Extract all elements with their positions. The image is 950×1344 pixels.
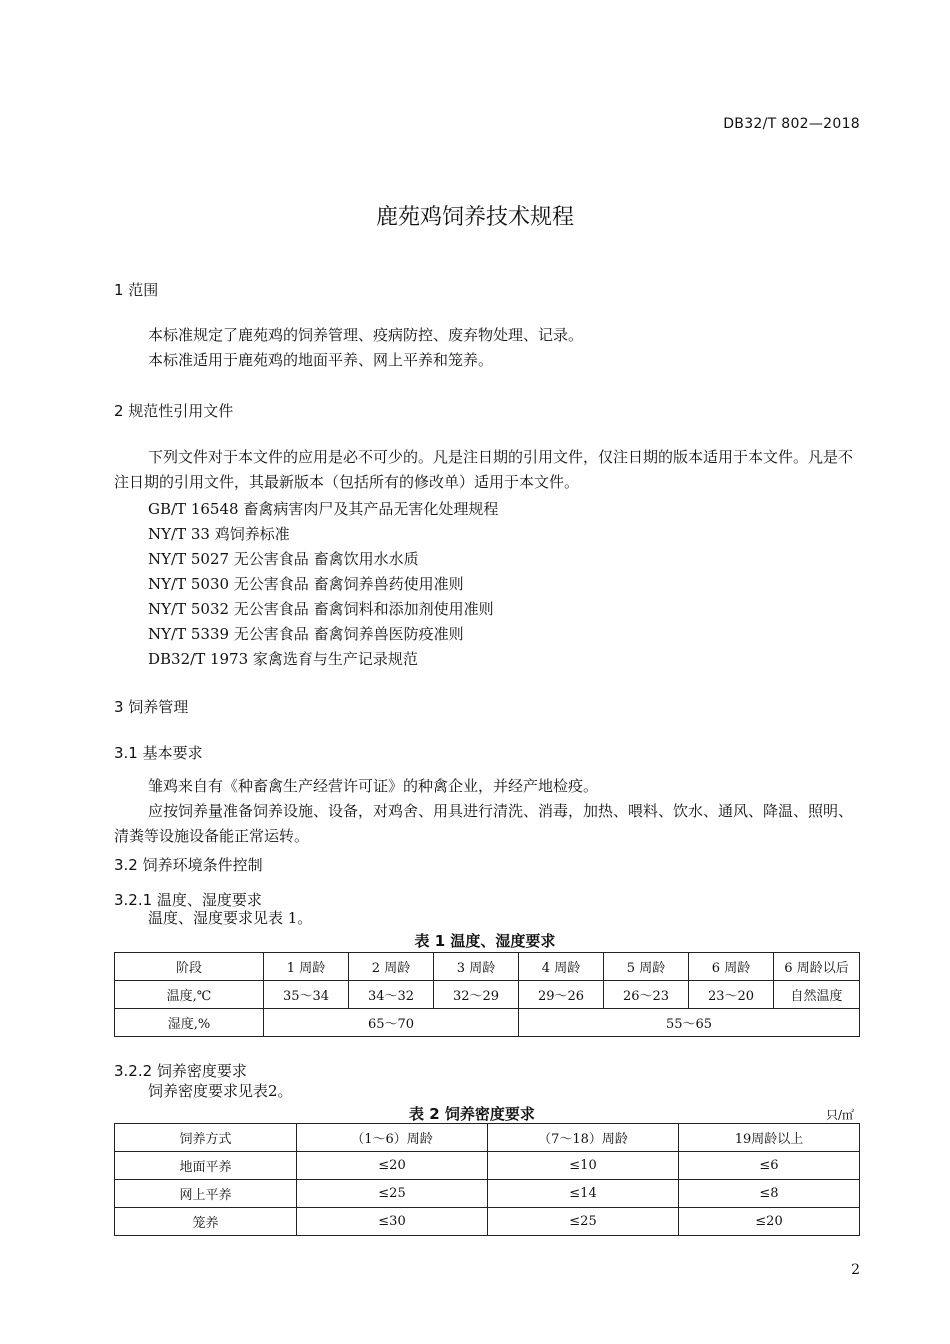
section-3-2-heading: 3.2 饲养环境条件控制 [114, 856, 263, 874]
table-cell: 55～65 [519, 1009, 860, 1037]
page-number: 2 [851, 1262, 860, 1278]
section-3-2-2-heading: 3.2.2 饲养密度要求 [114, 1062, 247, 1080]
table-cell: 阶段 [115, 953, 264, 981]
table-2-unit: 只/㎡ [825, 1108, 854, 1122]
section-3-2-2-paragraph: 饲养密度要求见表2。 [148, 1082, 293, 1100]
document-code: DB32/T 802—2018 [723, 116, 860, 132]
table-cell: 笼养 [115, 1208, 297, 1236]
table-2 [114, 1123, 860, 1236]
table-cell: （7～18）周龄 [488, 1124, 679, 1152]
table-cell: 3 周龄 [434, 953, 519, 981]
table-cell: 19周龄以上 [679, 1124, 860, 1152]
table-cell: 23～20 [689, 981, 774, 1009]
table-cell: 温度,℃ [115, 981, 264, 1009]
table-cell: ≤20 [297, 1152, 488, 1180]
table-row [115, 1152, 860, 1180]
section-3-2-1-paragraph: 温度、湿度要求见表 1。 [148, 909, 313, 927]
document-title: 鹿苑鸡饲养技术规程 [375, 205, 574, 230]
table-cell: 6 周龄 [689, 953, 774, 981]
table-row [115, 1208, 860, 1236]
section-3-1-paragraph: 雏鸡来自有《种畜禽生产经营许可证》的种禽企业，并经产地检疫。 [148, 777, 599, 795]
section-3-2-1-heading: 3.2.1 温度、湿度要求 [114, 891, 262, 909]
table-cell: ≤30 [297, 1208, 488, 1236]
table-cell: 65～70 [264, 1009, 519, 1037]
reference-item: NY/T 5032 无公害食品 畜禽饲料和添加剂使用准则 [148, 600, 494, 618]
reference-item: NY/T 5030 无公害食品 畜禽饲养兽药使用准则 [148, 575, 464, 593]
section-1-heading: 1 范围 [114, 281, 159, 299]
section-1-paragraph: 本标准适用于鹿苑鸡的地面平养、网上平养和笼养。 [148, 351, 494, 369]
reference-item: DB32/T 1973 家禽选育与生产记录规范 [148, 650, 418, 668]
table-cell: 35～34 [264, 981, 349, 1009]
table-cell: 湿度,% [115, 1009, 264, 1037]
table-cell: 34～32 [349, 981, 434, 1009]
table-cell: ≤8 [679, 1180, 860, 1208]
table-cell: ≤20 [679, 1208, 860, 1236]
table-cell: 1 周龄 [264, 953, 349, 981]
reference-item: NY/T 5027 无公害食品 畜禽饮用水水质 [148, 550, 419, 568]
table-cell: 网上平养 [115, 1180, 297, 1208]
table-cell: 29～26 [519, 981, 604, 1009]
table-1 [114, 952, 860, 1037]
section-2-intro: 下列文件对于本文件的应用是必不可少的。凡是注日期的引用文件，仅注日期的版本适用于本文件。凡是不注日期的引用文件，其最新版本（包括所有的修改单）适用于本文件。 [114, 448, 854, 491]
table-2-caption: 表 2 饲养密度要求 [409, 1105, 535, 1123]
section-1-paragraph: 本标准规定了鹿苑鸡的饲养管理、疫病防控、废弃物处理、记录。 [148, 326, 584, 344]
section-3-1-heading: 3.1 基本要求 [114, 744, 203, 762]
table-header-row [115, 1124, 860, 1152]
table-cell: 4 周龄 [519, 953, 604, 981]
reference-item: NY/T 33 鸡饲养标准 [148, 525, 290, 543]
table-cell: ≤6 [679, 1152, 860, 1180]
reference-item: NY/T 5339 无公害食品 畜禽饲养兽医防疫准则 [148, 625, 464, 643]
table-cell: 26～23 [604, 981, 689, 1009]
table-cell: ≤14 [488, 1180, 679, 1208]
table-header-row [115, 953, 860, 981]
table-row [115, 1180, 860, 1208]
table-cell: ≤25 [297, 1180, 488, 1208]
table-cell: 6 周龄以后 [774, 953, 860, 981]
reference-item: GB/T 16548 畜禽病害肉尸及其产品无害化处理规程 [148, 500, 499, 518]
table-cell: ≤10 [488, 1152, 679, 1180]
table-1-caption: 表 1 温度、湿度要求 [414, 932, 556, 950]
table-row [115, 1009, 860, 1037]
table-cell: 5 周龄 [604, 953, 689, 981]
table-cell: ≤25 [488, 1208, 679, 1236]
table-cell: 饲养方式 [115, 1124, 297, 1152]
table-cell: 2 周龄 [349, 953, 434, 981]
table-cell: 地面平养 [115, 1152, 297, 1180]
section-3-1-paragraph: 应按饲养量准备饲养设施、设备，对鸡舍、用具进行清洗、消毒，加热、喂料、饮水、通风、降温、照明、清粪等设施设备能正常运转。 [114, 802, 854, 845]
table-cell: 32～29 [434, 981, 519, 1009]
table-cell: 自然温度 [774, 981, 860, 1009]
section-2-heading: 2 规范性引用文件 [114, 402, 234, 420]
table-cell: （1～6）周龄 [297, 1124, 488, 1152]
table-row [115, 981, 860, 1009]
section-3-heading: 3 饲养管理 [114, 698, 189, 716]
